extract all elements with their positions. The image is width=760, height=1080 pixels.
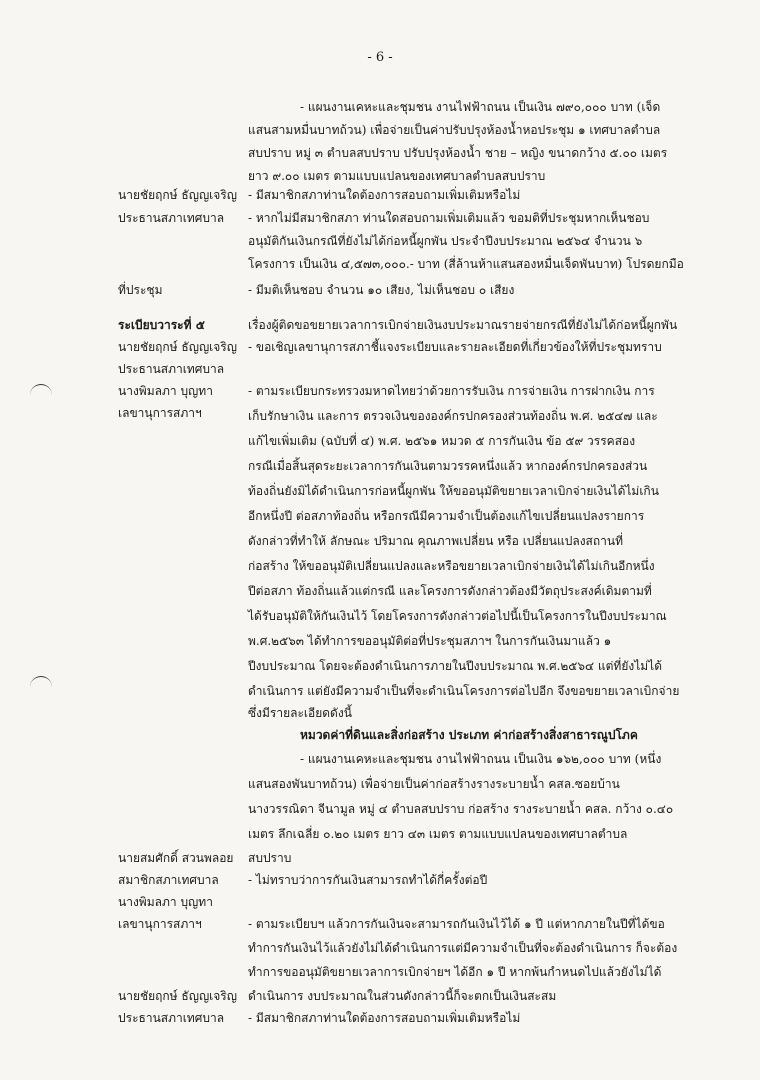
body-line: สบปราบ หมู่ ๓ ตำบลสบปราบ ปรับปรุงห้องน้ำ ชาย – หญิง ขนาดกว้าง ๕.๐๐ เมตร — [248, 146, 668, 160]
body-line: ปีงบประมาณ โดยจะต้องดำเนินการภายในปีงบประมาณ พ.ศ.๒๕๖๔ แต่ที่ยังไม่ได้ — [248, 659, 662, 673]
body-line: เมตร ลึกเฉลี่ย ๐.๒๐ เมตร ยาว ๔๓ เมตร ตามแบบแปลนของเทศบาลตำบล — [248, 827, 628, 841]
body-line: ทำการขออนุมัติขยายเวลาการเบิกจ่ายฯ ได้อีก ๑ ปี หากพ้นกำหนดไปแล้วยังไม่ได้ — [248, 965, 662, 979]
body-line: - ตามระเบียบฯ แล้วการกันเงินจะสามารถกันเงินไว้ได้ ๑ ปี แต่หากภายในปีที่ได้ขอ — [248, 917, 665, 931]
body-line: แสนสามหมื่นบาทถ้วน) เพื่อจ่ายเป็นค่าปรับปรุงห้องน้ำหอประชุม ๑ เทศบาลตำบล — [248, 123, 661, 137]
body-line: แสนสองพันบาทถ้วน) เพื่อจ่ายเป็นค่าก่อสร้างรางระบายน้ำ คสล.ซอยบ้าน — [248, 777, 620, 791]
speaker-name: นายชัยฤกษ์ ธัญญเจริญ — [118, 989, 237, 1003]
speaker-name: นายสมศักดิ์ สวนพลอย — [118, 851, 234, 865]
body-line: ดำเนินการ งบประมาณในส่วนดังกล่าวนี้ก็จะตกเป็นเงินสะสม — [248, 989, 557, 1003]
speaker-title: ประธานสภาเทศบาล — [118, 1011, 225, 1025]
body-line: แก้ไขเพิ่มเติม (ฉบับที่ ๔) พ.ศ. ๒๕๖๑ หมวด ๕ การกันเงิน ข้อ ๕๙ วรรคสอง — [248, 434, 636, 448]
body-line: - แผนงานเคหะและชุมชน งานไฟฟ้าถนน เป็นเงิน ๑๖๒,๐๐๐ บาท (หนึ่ง — [300, 752, 662, 766]
body-line: - มีสมาชิกสภาท่านใดต้องการสอบถามเพิ่มเติมหรือไม่ — [248, 188, 521, 202]
body-line: เก็บรักษาเงิน และการ ตรวจเงินขององค์กรปกครองส่วนท้องถิ่น พ.ศ. ๒๕๔๗ และ — [248, 409, 658, 423]
agenda-label: ระเบียบวาระที่ ๕ — [118, 318, 205, 332]
body-line: ได้รับอนุมัติให้กันเงินไว้ โดยโครงการดังกล่าวต่อไปนี้เป็นโครงการในปีงบประมาณ — [248, 609, 667, 623]
body-line: - แผนงานเคหะและชุมชน งานไฟฟ้าถนน เป็นเงิน ๗๙๐,๐๐๐ บาท (เจ็ด — [300, 100, 661, 114]
body-line: ปีต่อสภา ท้องถิ่นแล้วแต่กรณี และโครงการดังกล่าวต้องมีวัตถุประสงค์เดิมตามที่ — [248, 584, 652, 598]
speaker-name: ที่ประชุม — [118, 283, 163, 297]
body-line: - ขอเชิญเลขานุการสภาชี้แจงระเบียบและรายละเอียดที่เกี่ยวข้องให้ที่ประชุมทราบ — [248, 340, 662, 354]
body-line: อนุมัติกันเงินกรณีที่ยังไม่ได้ก่อหนี้ผูกพัน ประจำปีงบประมาณ ๒๕๖๔ จำนวน ๖ — [248, 234, 643, 248]
body-line: สบปราบ — [248, 851, 292, 865]
body-line: - ไม่ทราบว่าการกันเงินสามารถทำได้กี่ครั้งต่อปี — [248, 873, 488, 887]
speaker-name: นางพิมลภา บุญทา — [118, 384, 213, 398]
speaker-name: นายชัยฤกษ์ ธัญญเจริญ — [118, 188, 237, 202]
body-line: - มีมติเห็นชอบ จำนวน ๑๐ เสียง, ไม่เห็นชอบ ๐ เสียง — [248, 283, 515, 297]
body-line: - หากไม่มีสมาชิกสภา ท่านใดสอบถามเพิ่มเติมแล้ว ขอมติที่ประชุมหากเห็นชอบ — [248, 211, 650, 225]
body-line: นางวรรณิดา จีนามูล หมู่ ๔ ตำบลสบปราบ ก่อสร้าง รางระบายน้ำ คสล. กว้าง ๐.๔๐ — [248, 802, 674, 816]
body-line: - มีสมาชิกสภาท่านใดต้องการสอบถามเพิ่มเติมหรือไม่ — [248, 1011, 521, 1025]
body-line: กรณีเมื่อสิ้นสุดระยะเวลาการกันเงินตามวรรคหนึ่งแล้ว หากองค์กรปกครองส่วน — [248, 459, 648, 473]
agenda-title: เรื่องผู้ติดขอขยายเวลาการเบิกจ่ายเงินงบประมาณรายจ่ายกรณีที่ยังไม่ได้ก่อหนี้ผูกพัน — [248, 318, 678, 332]
page-number: - 6 - — [367, 50, 393, 65]
body-line: พ.ศ.๒๕๖๓ ได้ทำการขออนุมัติต่อที่ประชุมสภาฯ ในการกันเงินมาแล้ว ๑ — [248, 634, 612, 648]
body-line: อีกหนึ่งปี ต่อสภาท้องถิ่น หรือกรณีมีความจำเป็นต้องแก้ไขเปลี่ยนแปลงรายการ — [248, 509, 645, 523]
speaker-title: เลขานุการสภาฯ — [118, 406, 202, 420]
body-line: ทำการกันเงินไว้แล้วยังไม่ได้ดำเนินการแต่มีความจำเป็นที่จะต้องดำเนินการ ก็จะต้อง — [248, 941, 678, 955]
speaker-title: สมาชิกสภาเทศบาล — [118, 873, 219, 887]
body-line: ยาว ๙.๐๐ เมตร ตามแบบแปลนของเทศบาลตำบลสบปราบ — [248, 169, 546, 183]
body-line: ดังกล่าวที่ทำให้ ลักษณะ ปริมาณ คุณภาพเปลี่ยน หรือ เปลี่ยนแปลงสถานที่ — [248, 534, 623, 548]
punch-hole-mark — [30, 676, 52, 687]
speaker-title: ประธานสภาเทศบาล — [118, 362, 225, 376]
speaker-name: นางพิมลภา บุญทา — [118, 895, 213, 909]
body-line: ท้องถิ่นยังมิได้ดำเนินการก่อหนี้ผูกพัน ให้ขออนุมัติขยายเวลาเบิกจ่ายเงินได้ไม่เกิน — [248, 484, 659, 498]
body-line: โครงการ เป็นเงิน ๔,๕๗๓,๐๐๐.- บาท (สี่ล้านห้าแสนสองหมื่นเจ็ดพันบาท) โปรดยกมือ — [248, 257, 684, 271]
body-line: ดำเนินการ แต่ยังมีความจำเป็นที่จะดำเนินโครงการต่อไปอีก จึงขอขยายเวลาเบิกจ่าย — [248, 684, 680, 698]
body-line: ซึ่งมีรายละเอียดดังนี้ — [248, 706, 352, 720]
body-line: ก่อสร้าง ให้ขออนุมัติเปลี่ยนแปลงและหรือขยายเวลาเบิกจ่ายเงินได้ไม่เกินอีกหนึ่ง — [248, 559, 655, 573]
speaker-name: นายชัยฤกษ์ ธัญญเจริญ — [118, 340, 237, 354]
body-line: - ตามระเบียบกระทรวงมหาดไทยว่าด้วยการรับเงิน การจ่ายเงิน การฝากเงิน การ — [248, 384, 655, 398]
speaker-title: ประธานสภาเทศบาล — [118, 211, 225, 225]
punch-hole-mark — [30, 384, 52, 395]
sub-heading: หมวดค่าที่ดินและสิ่งก่อสร้าง ประเภท ค่าก่อสร้างสิ่งสาธารณูปโภค — [300, 728, 638, 742]
speaker-title: เลขานุการสภาฯ — [118, 917, 202, 931]
